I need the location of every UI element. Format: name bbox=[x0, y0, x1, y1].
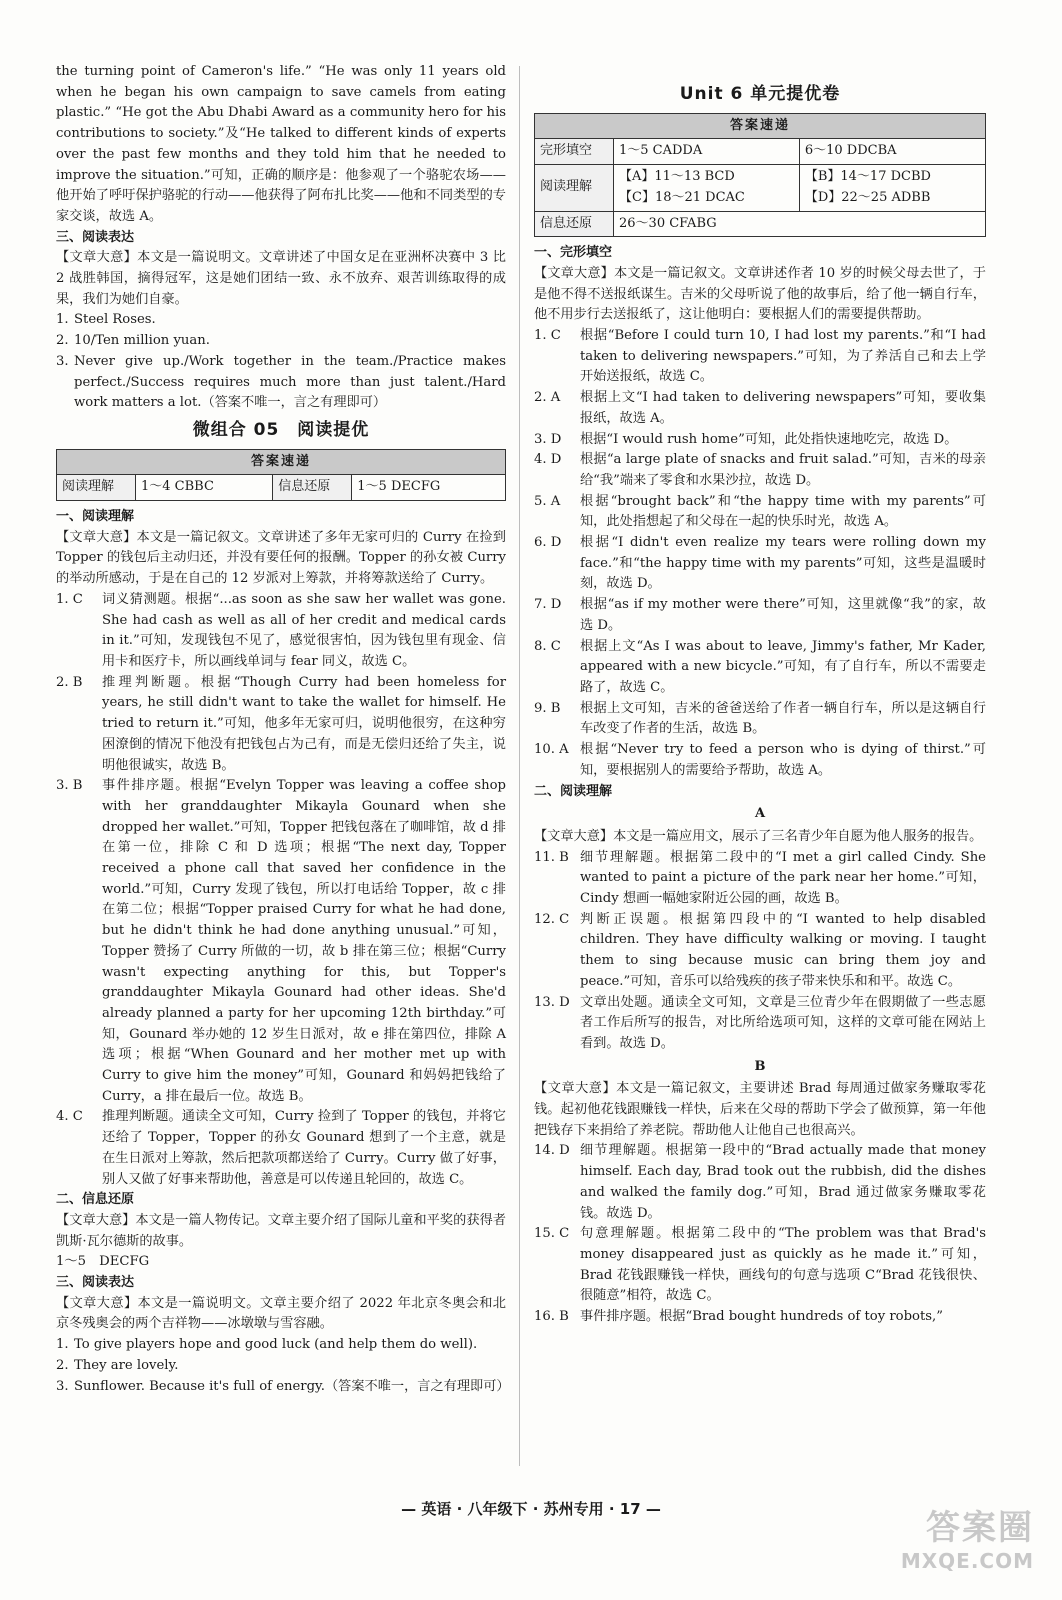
item-number: 1. bbox=[56, 312, 69, 328]
item-text: 推理判断题。通读全文可知，Curry 捡到了 Topper 的钱包，并将它还给了 Topper，Topper 的孙女 Gounard 想到了一个主意，就是在生日派对上筹款，然后把款项都送给了 Curry。Curry 做了好事，别人又做了好事来帮助他，善意是可以传递且轮回的，故选 C。 bbox=[102, 1109, 506, 1187]
left-column bbox=[56, 62, 510, 1397]
list-item bbox=[56, 590, 506, 673]
item-number: 5. A bbox=[534, 493, 561, 509]
column-divider bbox=[519, 66, 520, 1466]
list-item bbox=[534, 848, 986, 910]
article-summary: 【文章大意】本文是一篇记叙文，主要讲述 Brad 每周通过做家务赚取零花钱。起初他花钱跟赚钱一样快，后来在父母的帮助下学会了做预算，第一年他把钱存下来捐给了养老院。帮助他人让他自己也很高兴。 bbox=[534, 1081, 986, 1138]
heading-reading-comprehension: 一、阅读理解 bbox=[56, 509, 135, 525]
section-title: 微组合 05 阅读提优 bbox=[192, 419, 370, 440]
article-summary: 【文章大意】本文是一篇人物传记。文章主要介绍了国际儿童和平奖的获得者凯斯·瓦尔德斯的故事。 bbox=[56, 1212, 506, 1249]
item-text: 根据上文可知，吉米的爸爸送给了作者一辆自行车，所以是这辆自行车改变了作者的生活，故选 B。 bbox=[580, 700, 986, 737]
table-value: 1～4 CBBC bbox=[136, 475, 273, 501]
list-item bbox=[534, 910, 986, 993]
item-text: 根据“I would rush home”可知，此处指快速地吃完，故选 D。 bbox=[580, 431, 958, 447]
answer-list bbox=[56, 1335, 510, 1397]
item-number: 3. B bbox=[56, 778, 83, 794]
article-summary: 【文章大意】本文是一篇记叙文。文章讲述了多年无家可归的 Curry 在捡到 Topper 的钱包后主动归还，并没有要任何的报酬。Topper 的孙女被 Curry 的举动所感动，于是在自己的 12 岁派对上筹款，并将筹款送给了 Curry。 bbox=[56, 529, 506, 587]
heading-reading-comprehension: 二、阅读理解 bbox=[534, 783, 613, 799]
passage-letter: A bbox=[754, 806, 766, 822]
list-item bbox=[534, 740, 986, 781]
item-text: 根据“Before I could turn 10, I had lost my parents.”和“I had taken to delivering newspapers.”可知，为了养活自己和去上学开始送报纸，故选 C。 bbox=[580, 328, 986, 385]
item-text: 判断正误题。根据第四段中的“I wanted to help disabled children. They have difficulty walking or moving. I taught them to sing because music can bring them joy and peace.”可知，音乐可以给残疾的孩子带来快乐和和平。故选 C。 bbox=[580, 911, 986, 989]
article-summary: 【文章大意】本文是一篇记叙文。文章讲述作者 10 岁的时候父母去世了，于是他不得不送报纸谋生。吉米的父母听说了他的故事后，给了他一辆自行车，他不用步行去送报纸了，这让他明白：要根据人们的需要提供帮助。 bbox=[534, 265, 986, 323]
item-text: Never give up./Work together in the team./Practice makes perfect./Success requires much more than just talent./Hard work matters a lot.（答案不唯一，言之有理即可） bbox=[74, 353, 506, 411]
continued-paragraph: the turning point of Cameron's life.” “He was only 11 years old when he began his own campaign to save camels from eating plastic.” “He got the Abu Dhabi Award as a community hero for his contributions to society.”及“He talked to different kinds of experts over the past few months and they told him that he needed to improve the situation.”可知，正确的顺序是：他参观了一个骆驼农场——他开始了呼吁保护骆驼的行动——他获得了阿布扎比奖——他和不同类型的专家交谈，故选 A。 bbox=[56, 64, 506, 224]
list-item bbox=[534, 595, 986, 636]
item-text: 事件排序题。根据“Brad bought hundreds of toy robots,” bbox=[580, 1309, 943, 1325]
unit-title: Unit 6 单元提优卷 bbox=[679, 84, 841, 104]
right-column bbox=[534, 62, 986, 1328]
list-item bbox=[534, 450, 986, 491]
table-label: 完形填空 bbox=[535, 139, 614, 165]
list-item bbox=[534, 1224, 986, 1307]
watermark-url: MXQE.COM bbox=[900, 1549, 1034, 1573]
item-number: 3. D bbox=[534, 431, 562, 447]
list-item bbox=[534, 326, 986, 388]
item-text: 根据“I didn't even realize my tears were rolling down my face.”和“the happy time with my parents”可知，这些是温暖时刻，故选 D。 bbox=[580, 535, 986, 592]
item-number: 3. bbox=[56, 353, 69, 369]
table-header: 答案速递 bbox=[535, 113, 986, 139]
list-item bbox=[534, 1141, 986, 1224]
item-number: 15. C bbox=[534, 1226, 570, 1242]
item-text: Sunflower. Because it's full of energy.（答案不唯一，言之有理即可） bbox=[74, 1378, 510, 1394]
item-number: 1. C bbox=[56, 591, 83, 607]
table-value: 6～10 DDCBA bbox=[799, 139, 985, 165]
item-text: 10/Ten million yuan. bbox=[74, 333, 210, 349]
watermark-text: 答案圈 bbox=[926, 1508, 1034, 1548]
item-text: 根据“a large plate of snacks and fruit salad.”可知，吉米的母亲给“我”端来了零食和水果沙拉，故选 D。 bbox=[580, 452, 986, 488]
item-number: 7. D bbox=[534, 597, 562, 613]
item-number: 16. B bbox=[534, 1309, 569, 1325]
heading-cloze: 一、完形填空 bbox=[534, 245, 613, 261]
list-item bbox=[534, 699, 986, 740]
item-number: 13. D bbox=[534, 994, 570, 1010]
answer-table bbox=[56, 449, 506, 501]
list-item bbox=[56, 1335, 506, 1356]
list-item bbox=[56, 776, 506, 1107]
table-label: 阅读理解 bbox=[535, 165, 614, 211]
list-item bbox=[56, 310, 506, 331]
heading-info-restore: 二、信息还原 bbox=[56, 1192, 135, 1208]
list-item bbox=[534, 492, 986, 533]
table-label: 阅读理解 bbox=[57, 475, 136, 501]
info-answer: 1～5 DECFG bbox=[56, 1254, 150, 1270]
item-number: 11. B bbox=[534, 849, 569, 865]
table-label: 信息还原 bbox=[535, 211, 614, 237]
page-footer: — 英语 · 八年级下 · 苏州专用 · 17 — bbox=[401, 1500, 661, 1518]
item-text: 根据上文“As I was about to leave, Jimmy's father, Mr Kader, appeared with a new bicycle.”可知，有了自行车，所以不需要走路了，故选 C。 bbox=[580, 638, 986, 695]
table-value: 1～5 CADDA bbox=[614, 139, 800, 165]
item-number: 9. B bbox=[534, 700, 561, 716]
list-item bbox=[534, 637, 986, 699]
table-value bbox=[799, 165, 985, 211]
list-item bbox=[56, 1107, 506, 1190]
item-text: Steel Roses. bbox=[74, 312, 156, 328]
table-value: 26～30 CFABG bbox=[614, 211, 986, 237]
list-item bbox=[56, 1377, 510, 1398]
item-text: 文章出处题。通读全文可知，文章是三位青少年在假期做了一些志愿者工作后所写的报告，对比所给选项可知，这样的文章可能在网站上看到。故选 D。 bbox=[580, 994, 986, 1051]
table-value-b: 【B】14～17 DCBD bbox=[804, 169, 931, 185]
table-header: 答案速递 bbox=[57, 449, 506, 475]
article-summary: 【文章大意】本文是一篇说明文。文章讲述了中国女足在亚洲杯决赛中 3 比 2 战胜韩国，摘得冠军，这是她们团结一致、永不放弃、艰苦训练取得的成果，我们为她们自豪。 bbox=[56, 250, 506, 307]
watermark-logo bbox=[901, 1500, 1034, 1573]
item-text: 事件排序题。根据“Evelyn Topper was leaving a coffee shop with her granddaughter Mikayla Gounard when she dropped her wallet.”可知，Topper 把钱包落在了咖啡馆，故 d 排在第一位，排除 C 和 D 选项；根据“The next day, Topper received a phone call that saved her confidence in the world.”可知，Curry 发现了钱包，所以打电话给 Topper，故 c 排在第二位；根据“Topper praised Curry for what he had done, but he didn't think he had done anything unusual.”可知，Topper 赞扬了 Curry 所做的一切，故 b 排在第三位；根据“Curry wasn't expecting anything for this, but Topper's granddaughter Mikayla Gounard had other ideas. She'd already planned a party for her upcoming 12th birthday.”可知，Gounard 举办她的 12 岁生日派对，故 e 排在第四位，排除 A 选项；根据“When Gounard and her mother met up with Curry to give him the money”可知，Gounard 和妈妈把钱给了 Curry，a 排在最后一位。故选 B。 bbox=[102, 778, 506, 1104]
item-text: 根据“as if my mother were there”可知，这里就像“我”的家，故选 D。 bbox=[580, 597, 986, 633]
heading-reading-expression: 三、阅读表达 bbox=[56, 1275, 135, 1291]
item-number: 14. D bbox=[534, 1143, 570, 1159]
table-value-d: 【D】22～25 ADBB bbox=[804, 189, 931, 205]
item-number: 12. C bbox=[534, 911, 570, 927]
item-number: 10. A bbox=[534, 742, 569, 758]
item-text: To give players hope and good luck (and help them do well). bbox=[74, 1337, 478, 1353]
answer-table bbox=[534, 113, 986, 238]
list-item bbox=[534, 533, 986, 595]
item-text: 推理判断题。根据“Though Curry had been homeless for years, he still didn't want to take the wallet for himself. He tried to return it.”可知，他多年无家可归，说明他很穷，在这种穷困潦倒的情况下他没有把钱包占为己有，而是无偿归还给了失主，说明他很诚实，故选 B。 bbox=[102, 674, 506, 773]
list-item bbox=[534, 430, 986, 451]
answer-list bbox=[534, 848, 986, 1055]
item-text: 根据“brought back”和“the happy time with my parents”可知，此处指想起了和父母在一起的快乐时光，故选 A。 bbox=[580, 493, 986, 530]
article-summary: 【文章大意】本文是一篇说明文。文章主要介绍了 2022 年北京冬奥会和北京冬残奥会的两个吉祥物——冰墩墩与雪容融。 bbox=[56, 1295, 506, 1332]
list-item bbox=[56, 331, 506, 352]
answer-list bbox=[56, 590, 506, 1190]
item-number: 1. C bbox=[534, 328, 561, 344]
item-number: 2. A bbox=[534, 390, 561, 406]
item-text: 根据“Never try to feed a person who is dying of thirst.”可知，要根据别人的需要给予帮助，故选 A。 bbox=[580, 742, 986, 778]
item-number: 2. B bbox=[56, 674, 83, 690]
item-text: 细节理解题。根据第一段中的“Brad actually made that money himself. Each day, Brad took out the rubbish, did the dishes and walked the family dog.”可知，Brad 通过做家务赚取零花钱。故选 D。 bbox=[580, 1143, 986, 1221]
list-item bbox=[534, 993, 986, 1055]
item-number: 6. D bbox=[534, 535, 562, 551]
item-number: 3. bbox=[56, 1378, 69, 1394]
item-text: 词义猜测题。根据“...as soon as she saw her wallet was gone. She had cash as well as all of her credit and medical cards in it.”可知，发现钱包不见了，感觉很害怕，因为钱包里有现金、信用卡和医疗卡，所以画线单词与 fear 同义，故选 C。 bbox=[102, 591, 506, 669]
item-number: 4. C bbox=[56, 1109, 83, 1125]
list-item bbox=[534, 1307, 986, 1328]
table-value-a: 【A】11～13 BCD bbox=[619, 169, 735, 185]
item-number: 2. bbox=[56, 333, 69, 349]
table-value bbox=[614, 165, 800, 211]
list-item bbox=[534, 388, 986, 429]
item-text: They are lovely. bbox=[74, 1357, 179, 1373]
list-item bbox=[56, 352, 506, 414]
answer-list bbox=[56, 310, 506, 414]
table-value: 1～5 DECFG bbox=[352, 475, 506, 501]
article-summary: 【文章大意】本文是一篇应用文，展示了三名青少年自愿为他人服务的报告。 bbox=[534, 828, 983, 844]
item-number: 2. bbox=[56, 1357, 69, 1373]
item-text: 细节理解题。根据第二段中的“I met a girl called Cindy. She wanted to paint a picture of the park near her home.”可知，Cindy 想画一幅她家附近公园的画，故选 B。 bbox=[580, 849, 986, 907]
list-item bbox=[56, 673, 506, 777]
item-number: 1. bbox=[56, 1337, 69, 1353]
item-text: 句意理解题。根据第二段中的“The problem was that Brad's money disappeared just as quickly as he made it.”可知，Brad 花钱跟赚钱一样快，画线句的句意与选项 C“Brad 花钱很快、很随意”相符，故选 C。 bbox=[580, 1226, 986, 1304]
answer-list bbox=[534, 1141, 986, 1327]
list-item bbox=[56, 1356, 506, 1377]
passage-letter: B bbox=[754, 1058, 766, 1074]
answer-list bbox=[534, 326, 986, 781]
item-text: 根据上文“I had taken to delivering newspapers”可知，要收集报纸，故选 A。 bbox=[580, 390, 986, 426]
table-value-c: 【C】18～21 DCAC bbox=[619, 189, 745, 205]
table-label: 信息还原 bbox=[273, 475, 352, 501]
heading-reading-expression: 三、阅读表达 bbox=[56, 229, 135, 245]
item-number: 8. C bbox=[534, 638, 561, 654]
item-number: 4. D bbox=[534, 452, 562, 468]
